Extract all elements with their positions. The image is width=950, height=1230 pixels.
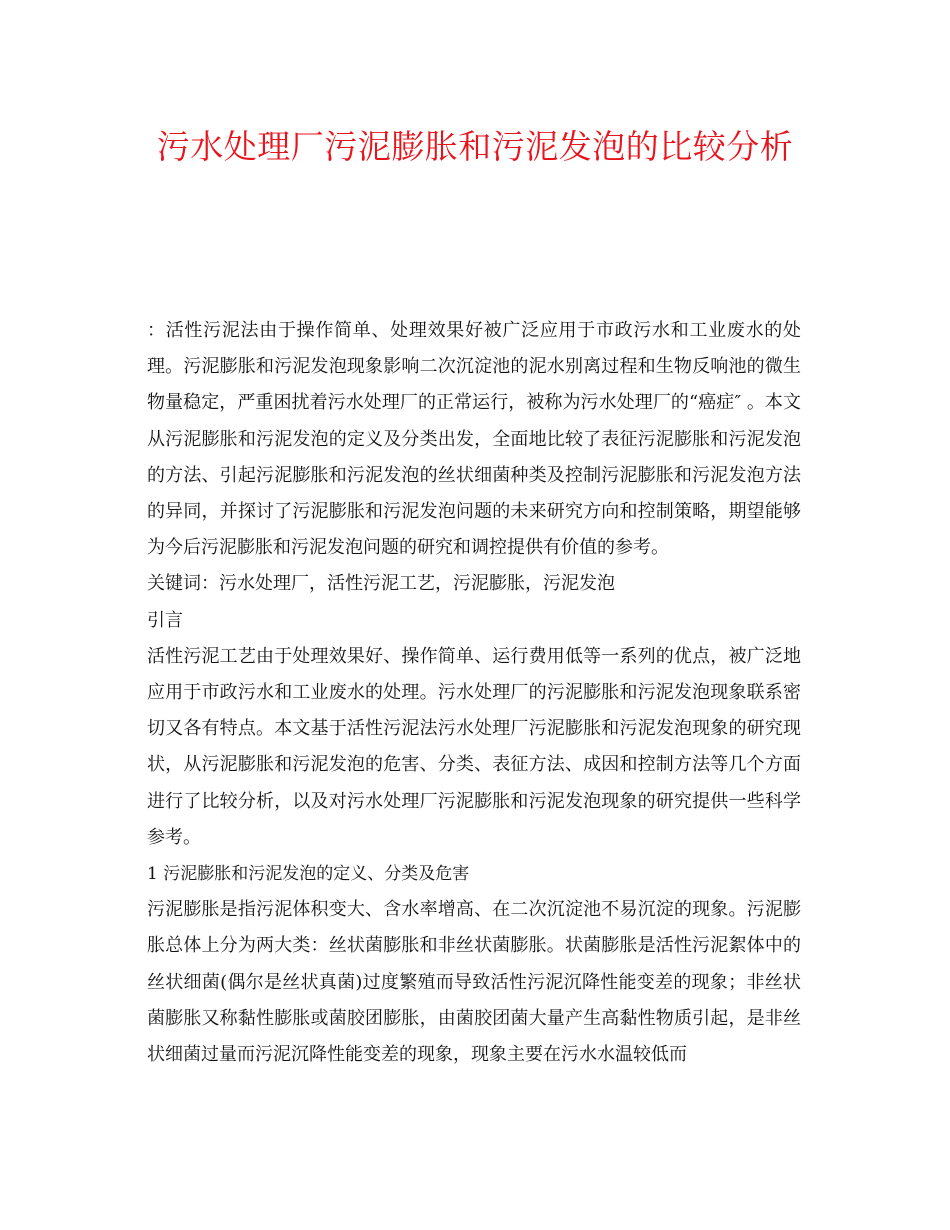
keywords-line: 关键词：污水处理厂，活性污泥工艺，污泥膨胀，污泥发泡 bbox=[147, 573, 615, 595]
document-body bbox=[147, 313, 801, 1073]
section-1-heading: 1 污泥膨胀和污泥发泡的定义、分类及危害 bbox=[147, 864, 470, 885]
abstract-paragraph: ：活性污泥法由于操作简单、处理效果好被广泛应用于市政污水和工业废水的处理。污泥膨胀和污泥发泡现象影响二次沉淀池的泥水别离过程和生物反响池的微生物量稳定，严重困扰着污水处理厂的正常运行，被称为污水处理厂的“癌症″ 。本文从污泥膨胀和污泥发泡的定义及分类出发，全面地比较了表征污泥膨胀和污泥发泡的方法、引起污泥膨胀和污泥发泡的丝状细菌种类及控制污泥膨胀和污泥发泡方法的异同，并探讨了污泥膨胀和污泥发泡问题的未来研究方向和控制策略，期望能够为今后污泥膨胀和污泥发泡问题的研究和调控提供有价值的参考。 bbox=[147, 320, 801, 559]
introduction-heading: 引言 bbox=[147, 609, 183, 631]
document-title: 污水处理厂污泥膨胀和污泥发泡的比较分析 bbox=[156, 127, 794, 166]
introduction-paragraph: 活性污泥工艺由于处理效果好、操作简单、运行费用低等一系列的优点，被广泛地应用于市政污水和工业废水的处理。污水处理厂的污泥膨胀和污泥发泡现象联系密切又各有特点。本文基于活性污泥法污水处理厂污泥膨胀和污泥发泡现象的研究现状，从污泥膨胀和污泥发泡的危害、分类、表征方法、成因和控制方法等几个方面进行了比较分析，以及对污水处理厂污泥膨胀和污泥发泡现象的研究提供一些科学参考。 bbox=[147, 645, 801, 848]
section-1-paragraph: 污泥膨胀是指污泥体积变大、含水率增高、在二次沉淀池不易沉淀的现象。污泥膨胀总体上分为两大类：丝状菌膨胀和非丝状菌膨胀。状菌膨胀是活性污泥絮体中的丝状细菌(偶尔是丝状真菌)过度繁殖而导致活性污泥沉降性能变差的现象；非丝状菌膨胀又称黏性膨胀或菌胶团膨胀，由菌胶团菌大量产生高黏性物质引起，是非丝状细菌过量而污泥沉降性能变差的现象，现象主要在污水水温较低而 bbox=[147, 899, 801, 1066]
